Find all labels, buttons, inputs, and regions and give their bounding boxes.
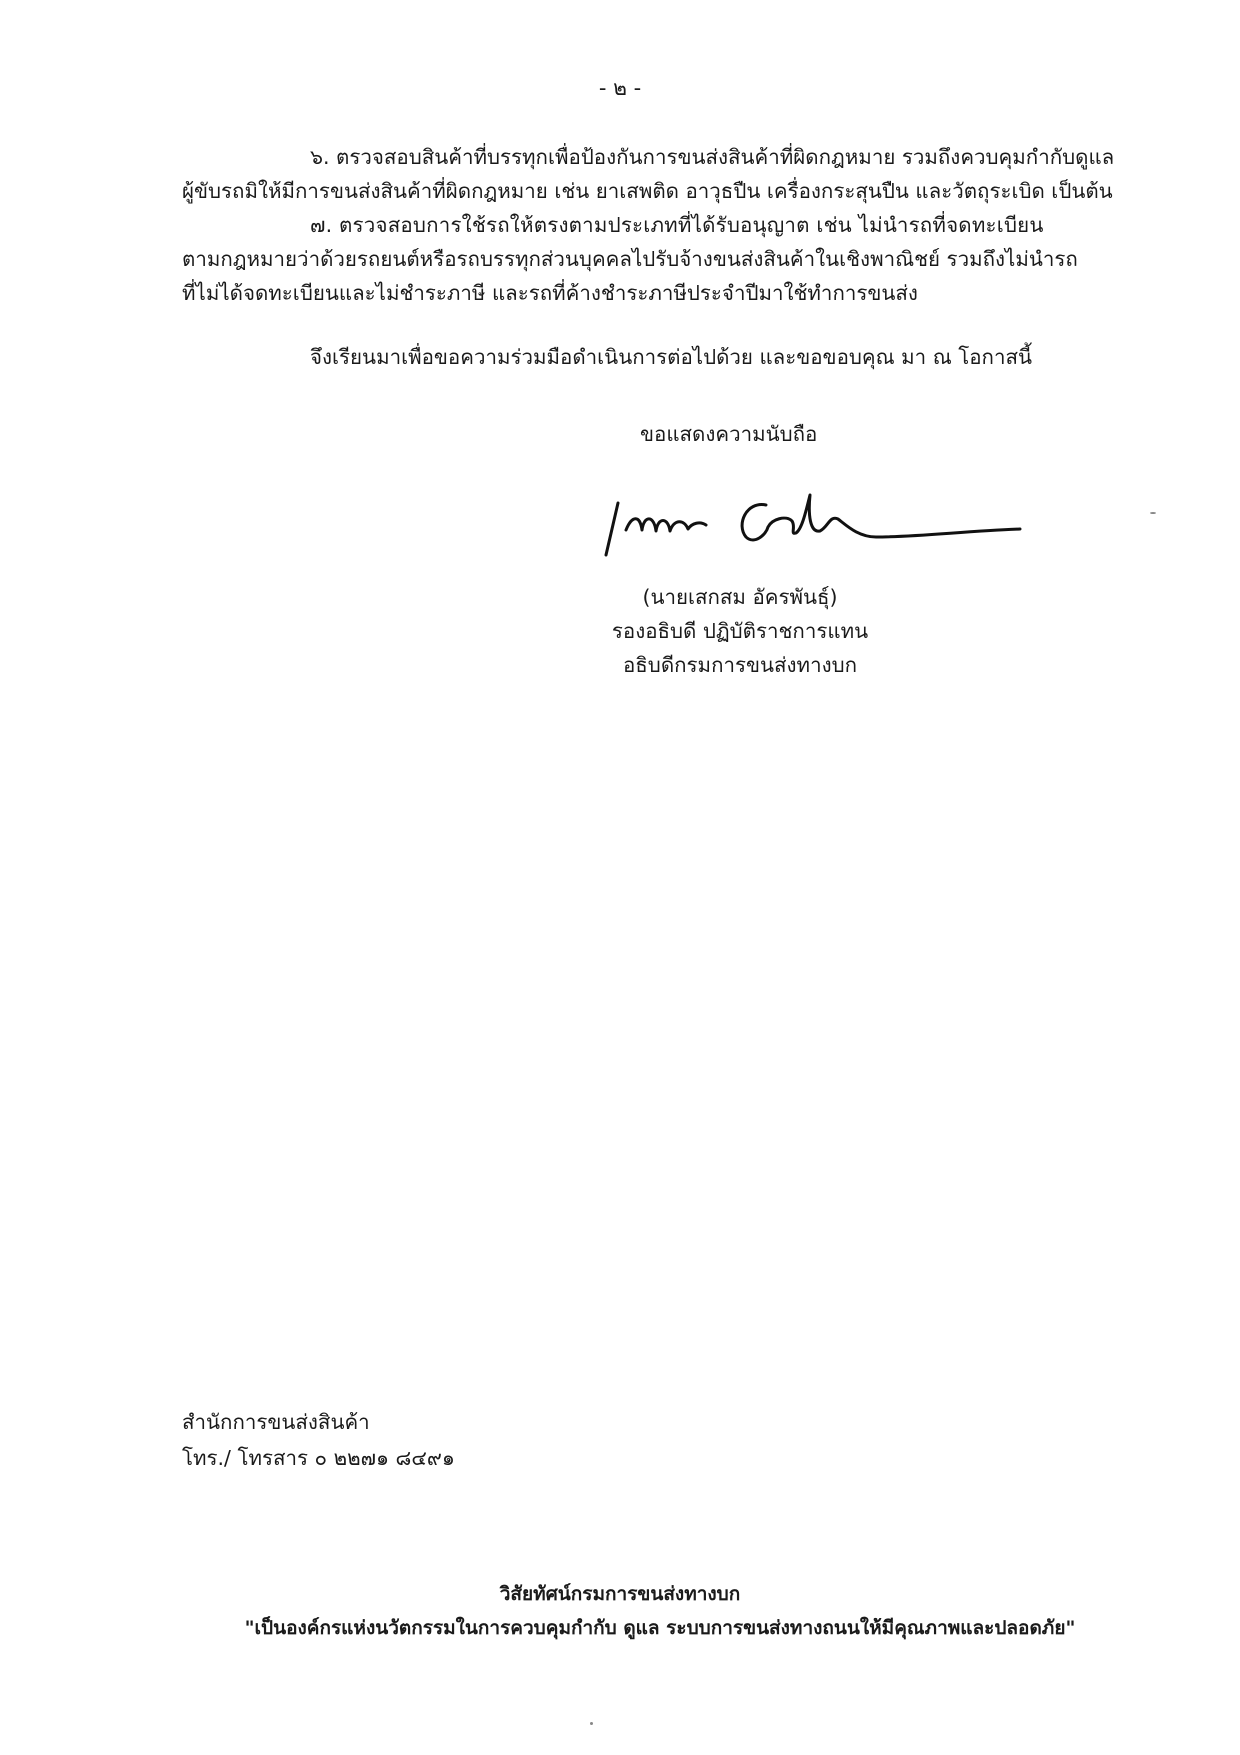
item-6-line-1: ๖. ตรวจสอบสินค้าที่บรรทุกเพื่อป้องกันการขนส่งสินค้าที่ผิดกฎหมาย รวมถึงควบคุมกำกับดูแล xyxy=(310,145,1115,169)
page-number: - ๒ - xyxy=(598,76,642,100)
handwritten-signature xyxy=(596,475,1036,585)
item-6-line-2: ผู้ขับรถมิให้มีการขนส่งสินค้าที่ผิดกฎหมาย เช่น ยาเสพติด อาวุธปืน เครื่องกระสุนปืน และวัตถุระเบิด เป็นต้น xyxy=(182,179,1113,203)
item-7-line-3: ที่ไม่ได้จดทะเบียนและไม่ชำระภาษี และรถที่ค้างชำระภาษีประจำปีมาใช้ทำการขนส่ง xyxy=(182,281,918,305)
signer-name: (นายเสกสม อัครพันธุ์) xyxy=(642,585,838,609)
request-line: จึงเรียนมาเพื่อขอความร่วมมือดำเนินการต่อไปด้วย และขอขอบคุณ มา ณ โอกาสนี้ xyxy=(310,345,1032,369)
vision-slogan: "เป็นองค์กรแห่งนวัตกรรมในการควบคุมกำกับ ดูแล ระบบการขนส่งทางถนนให้มีคุณภาพและปลอดภัย" xyxy=(244,1617,1076,1639)
signer-position: รองอธิบดี ปฏิบัติราชการแทน xyxy=(611,619,869,643)
signer-block xyxy=(560,580,920,682)
item-7-line-1: ๗. ตรวจสอบการใช้รถให้ตรงตามประเภทที่ได้รับอนุญาต เช่น ไม่นำรถที่จดทะเบียน xyxy=(310,213,1044,237)
vision-title: วิสัยทัศน์กรมการขนส่งทางบก xyxy=(499,1583,741,1605)
office-name: สำนักการขนส่งสินค้า xyxy=(182,1410,370,1434)
office-block xyxy=(182,1404,455,1476)
item-7 xyxy=(182,208,1124,310)
item-6 xyxy=(182,140,1124,208)
signer-organization: อธิบดีกรมการขนส่งทางบก xyxy=(622,653,858,677)
scan-speck xyxy=(1150,512,1156,514)
vision-footer xyxy=(0,1577,1240,1645)
scan-speck xyxy=(590,1722,593,1725)
office-phone: โทร./ โทรสาร ๐ ๒๒๗๑ ๘๔๙๑ xyxy=(182,1446,455,1470)
item-7-line-2: ตามกฎหมายว่าด้วยรถยนต์หรือรถบรรทุกส่วนบุคคลไปรับจ้างขนส่งสินค้าในเชิงพาณิชย์ รวมถึงไม่นำรถ xyxy=(182,247,1078,271)
closing-phrase: ขอแสดงความนับถือ xyxy=(640,422,818,446)
request-paragraph xyxy=(182,340,1124,374)
